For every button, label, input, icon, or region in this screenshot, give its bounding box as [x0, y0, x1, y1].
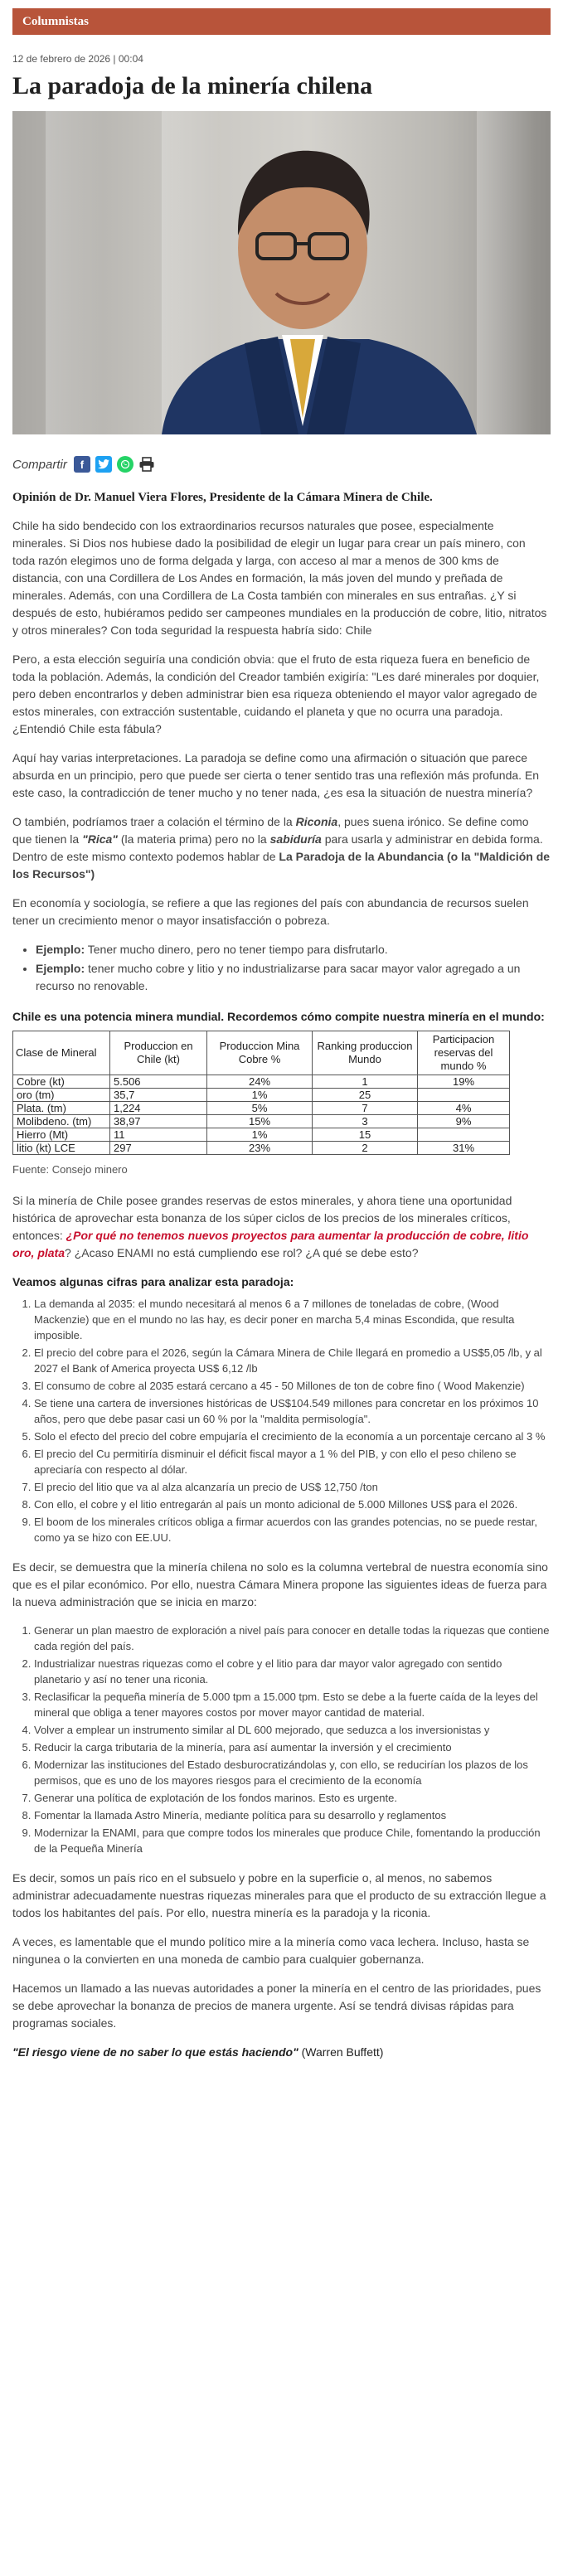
table-cell: 31% — [418, 1142, 510, 1155]
print-icon[interactable] — [138, 456, 155, 473]
portrait-illustration — [12, 111, 551, 434]
table-cell: 38,97 — [110, 1115, 207, 1128]
whatsapp-icon[interactable] — [117, 456, 133, 473]
table-cell: 2 — [313, 1142, 418, 1155]
twitter-icon[interactable] — [95, 456, 112, 473]
example-label: Ejemplo: — [36, 962, 85, 975]
text-emphasis: "Rica" — [82, 832, 118, 846]
example-text: Tener mucho dinero, pero no tener tiempo para disfrutarlo. — [85, 943, 388, 956]
section-label[interactable]: Columnistas — [12, 8, 551, 35]
list-item: 2. El precio del cobre para el 2026, según la Cámara Minera de Chile llegará en promedio a US$5,05 /lb, y al 2027 el Bank of America proyecta US$ 6,12 /lb — [34, 1345, 551, 1376]
table-row — [13, 1089, 510, 1102]
text-run: Si la minería de Chile posee grandes reservas de estos minerales, y ahora tiene una oportunidad histórica de aprovechar esta bonanza de los súper ciclos de los precios de los minerales críticos, entonces: — [12, 1194, 512, 1242]
list-item: 8. Fomentar la llamada Astro Minería, mediante política para su desarrollo y reglamentos — [34, 1807, 551, 1823]
list-item: 5. Reducir la carga tributaria de la minería, para así aumentar la inversión y el crecimiento — [34, 1739, 551, 1755]
table-row — [13, 1142, 510, 1155]
text-run: , pues suena irónico. Se define como que tienen la — [12, 815, 529, 846]
closing-quote — [12, 2044, 551, 2061]
list-item: 9. El boom de los minerales críticos obliga a firmar acuerdos con las grandes potencias, no se puede restar, como ya se hizo con EE.UU. — [34, 1514, 551, 1545]
table-cell: 3 — [313, 1115, 418, 1128]
table-cell: 1,224 — [110, 1102, 207, 1115]
table-row — [13, 1075, 510, 1089]
table-cell: 1 — [313, 1075, 418, 1089]
table-cell — [418, 1089, 510, 1102]
paragraph: Pero, a esta elección seguiría una condición obvia: que el fruto de esta riqueza fuera en beneficio de toda la población. Además, la condición del Creador también exigiría: "Les daré minerales por doquier, pero deben encontrarlos y deben administrar bien esa riqueza obteniendo el mayor valor agregado de estos minerales, con extracción sustentable, cuidando el planeta y que no ocurra una paradoja. ¿Entendió Chile esta fábula? — [12, 652, 540, 735]
share-bar — [12, 456, 551, 473]
list-item: 7. El precio del litio que va al alza alcanzaría un precio de US$ 12,750 /ton — [34, 1479, 551, 1495]
table-source: Fuente: Consejo minero — [12, 1163, 128, 1176]
table-cell: 25 — [313, 1089, 418, 1102]
quote-author: (Warren Buffett) — [298, 2045, 384, 2059]
table-cell: 1% — [207, 1089, 313, 1102]
quote-text: "El riesgo viene de no saber lo que estás haciendo" — [12, 2045, 298, 2059]
author-photo — [12, 111, 551, 434]
table-cell: 35,7 — [110, 1089, 207, 1102]
table-cell: Plata. (tm) — [13, 1102, 110, 1115]
table-cell: 15% — [207, 1115, 313, 1128]
example-label: Ejemplo: — [36, 943, 85, 956]
article-lead: Opinión de Dr. Manuel Viera Flores, Presidente de la Cámara Minera de Chile. — [12, 491, 433, 504]
table-cell: 15 — [313, 1128, 418, 1142]
list-item: 1. La demanda al 2035: el mundo necesitará al menos 6 a 7 millones de toneladas de cobre, (Wood Mackenzie) que en el mundo no las hay, es decir poner en marcha 5,4 minas Escondida, que resulta imposible. — [34, 1296, 551, 1343]
list-item: 4. Volver a emplear un instrumento similar al DL 600 mejorado, que seduzca a los inversionistas y — [34, 1722, 551, 1738]
paragraph: Es decir, somos un país rico en el subsuelo y pobre en la superficie o, al menos, no sabemos administrar adecuadamente nuestras riquezas minerales para que el producto de su extracción llegue a todos los habitantes del país. Por ello, nuestra minería es la paradoja y la riconia. — [12, 1871, 546, 1919]
paragraph: Es decir, se demuestra que la minería chilena no solo es la columna vertebral de nuestra economía sino que es el pilar económico. Por ello, nuestra Cámara Minera propone las siguientes ideas de fuerza para la nueva administración que se inicia en marzo: — [12, 1560, 548, 1608]
table-cell: 23% — [207, 1142, 313, 1155]
table-cell: 19% — [418, 1075, 510, 1089]
paragraph: Aquí hay varias interpretaciones. La paradoja se define como una afirmación o situación que parece absurda en un principio, pero que puede ser cierta o tener sentido tras una reflexión más profunda. En este caso, la contradicción de tener mucho y no tener nada, ¿es esa la situación de nuestra minería? — [12, 751, 540, 799]
paragraph — [12, 813, 551, 883]
figures-heading: Veamos algunas cifras para analizar esta paradoja: — [12, 1275, 294, 1288]
column-header: Participacion reservas del mundo % — [418, 1031, 510, 1075]
proposals-list — [12, 1623, 551, 1856]
table-cell: 1% — [207, 1128, 313, 1142]
paragraph: Hacemos un llamado a las nuevas autoridades a poner la minería en el centro de las prioridades, pues se debe aprovechar la bonanza de precios de manera urgente. Así se tendrá divisas rápidas para programas sociales. — [12, 1982, 541, 2030]
article — [12, 0, 551, 2061]
text-emphasis: sabiduría — [269, 832, 322, 846]
list-item: 4. Se tiene una cartera de inversiones históricas de US$104.549 millones para concretar en los próximos 10 años, pero que debe pasar casi un 60 % por la "maldita permisología". — [34, 1395, 551, 1427]
table-row — [13, 1115, 510, 1128]
table-cell: oro (tm) — [13, 1089, 110, 1102]
list-item: 7. Generar una política de explotación de los fondos marinos. Esto es urgente. — [34, 1790, 551, 1806]
table-cell: Cobre (kt) — [13, 1075, 110, 1089]
paragraph — [12, 1192, 551, 1262]
examples-list — [12, 941, 551, 995]
list-item — [36, 960, 551, 995]
column-header: Clase de Mineral — [13, 1031, 110, 1075]
list-item — [36, 941, 551, 958]
text-run: para usarla y administrar en debida forma. Dentro de este mismo contexto podemos hablar de — [12, 832, 543, 863]
table-cell: 297 — [110, 1142, 207, 1155]
text-emphasis: Riconia — [295, 815, 338, 828]
table-cell: 11 — [110, 1128, 207, 1142]
list-item: 3. Reclasificar la pequeña minería de 5.000 tpm a 15.000 tpm. Esto se debe a la fuerte caída de la leyes del mineral que obliga a tener mayores costos por mover mayor cantidad de material. — [34, 1689, 551, 1720]
column-header: Ranking produccion Mundo — [313, 1031, 418, 1075]
article-title: La paradoja de la minería chilena — [12, 72, 373, 99]
text-run: O también, podríamos traer a colación el término de la — [12, 815, 296, 828]
share-label: Compartir — [12, 457, 67, 472]
table-cell: 4% — [418, 1102, 510, 1115]
table-cell: Molibdeno. (tm) — [13, 1115, 110, 1128]
list-item: 6. Modernizar las instituciones del Estado desburocratizándolas y, con ello, se reducirían los plazos de los permisos, que es uno de los mayores riesgos para el crecimiento de la economía — [34, 1757, 551, 1788]
figures-list — [12, 1296, 551, 1545]
text-strong: La Paradoja de la Abundancia (o la "Maldición de los Recursos") — [12, 850, 551, 880]
column-header: Produccion en Chile (kt) — [110, 1031, 207, 1075]
table-cell: litio (kt) LCE — [13, 1142, 110, 1155]
publish-date: 12 de febrero de 2026 | 00:04 — [12, 53, 143, 65]
paragraph: A veces, es lamentable que el mundo político mire a la minería como vaca lechera. Incluso, hasta se ningunea o la convierten en una moneda de cambio para cualquier gobernanza. — [12, 1935, 530, 1966]
table-cell: 9% — [418, 1115, 510, 1128]
table-cell: 5.506 — [110, 1075, 207, 1089]
list-item: 8. Con ello, el cobre y el litio entregarán al país un monto adicional de 5.000 Millones US$ para el 2026. — [34, 1497, 551, 1512]
list-item: 6. El precio del Cu permitiría disminuir el déficit fiscal mayor a 1 % del PIB, y con ello el peso chileno se apreciaría con respecto al dólar. — [34, 1446, 551, 1477]
highlight-question: ¿Por qué no tenemos nuevos proyectos para aumentar la producción de cobre, litio oro, plata — [12, 1229, 529, 1259]
list-item: 5. Solo el efecto del precio del cobre empujaría el crecimiento de la economía a un porcentaje cercano al 3 % — [34, 1429, 551, 1444]
list-item: 3. El consumo de cobre al 2035 estará cercano a 45 - 50 Millones de ton de cobre fino ( Wood Makenzie) — [34, 1378, 551, 1394]
table-row — [13, 1128, 510, 1142]
table-cell: 7 — [313, 1102, 418, 1115]
table-cell: 24% — [207, 1075, 313, 1089]
table-cell: 5% — [207, 1102, 313, 1115]
minerals-table — [12, 1031, 510, 1155]
paragraph: Chile ha sido bendecido con los extraordinarios recursos naturales que posee, especialmente minerales. Si Dios nos hubiese dado la posibilidad de elegir un lugar para crear un país minero, con toda razón elegimos uno de forma delgada y larga, con acceso al mar a menos de 300 kms de distancia, con una Cordillera de Los Andes en formación, la más joven del mundo y preñada de minerales. Además, con una Cordillera de La Costa también con minerales en sus entrañas. ¿Y si después de esto, hubiéramos pedido ser campeones mundiales en la producción de cobre, litio, nitratos y otros minerales? Con toda seguridad la respuesta habría sido: Chile — [12, 519, 547, 637]
text-run: (la materia prima) pero no la — [117, 832, 270, 846]
paragraph: En economía y sociología, se refiere a que las regiones del país con abundancia de recursos suelen tener un crecimiento menor o mayor insatisfacción o pobreza. — [12, 896, 529, 927]
example-text: tener mucho cobre y litio y no industrializarse para sacar mayor valor agregado a un recurso no renovable. — [36, 962, 521, 992]
text-run: ? ¿Acaso ENAMI no está cumpliendo ese rol? ¿A qué se debe esto? — [65, 1246, 419, 1259]
list-item: 9. Modernizar la ENAMI, para que compre todos los minerales que produce Chile, fomentando la producción de la Pequeña Minería — [34, 1825, 551, 1856]
table-cell: Hierro (Mt) — [13, 1128, 110, 1142]
list-item: 2. Industrializar nuestras riquezas como el cobre y el litio para dar mayor valor agregado con sentido planetario y así no tener una riconia. — [34, 1656, 551, 1687]
list-item: 1. Generar un plan maestro de exploración a nivel país para conocer en detalle todas la riquezas que contiene cada región del país. — [34, 1623, 551, 1654]
column-header: Produccion Mina Cobre % — [207, 1031, 313, 1075]
facebook-icon[interactable]: f — [74, 456, 90, 473]
table-header-row — [13, 1031, 510, 1075]
table-cell — [418, 1128, 510, 1142]
table-row — [13, 1102, 510, 1115]
table-heading: Chile es una potencia minera mundial. Recordemos cómo compite nuestra minería en el mundo: — [12, 1010, 545, 1023]
